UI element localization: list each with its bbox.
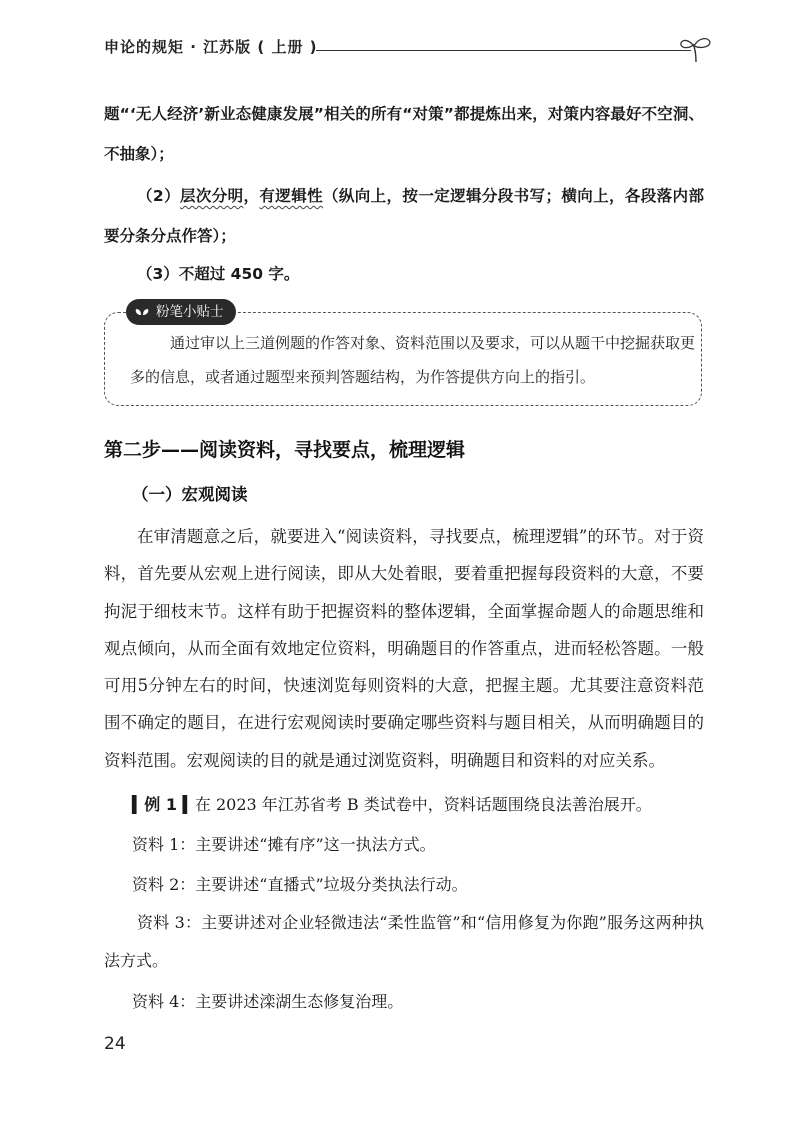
requirement-1-continued: 题“‘无人经济’新业态健康发展”相关的所有“对策”都提炼出来，对策内容最好不空洞、不抽象）； xyxy=(104,105,704,163)
material-item: 资料 2：主要讲述“直播式”垃圾分类执法行动。 xyxy=(132,875,468,894)
requirement-3: （3）不超过 450 字。 xyxy=(137,265,300,283)
running-header xyxy=(104,34,714,64)
example-intro-text: 在 2023 年江苏省考 B 类试卷中，资料话题围绕良法善治展开。 xyxy=(194,795,652,814)
req2-emphasis-2: 有逻辑性 xyxy=(259,187,323,205)
req2-prefix: （2） xyxy=(137,187,180,205)
book-title: 申论的规矩 · 江苏版 ( 上册 ) xyxy=(104,38,318,56)
req2-comma: ， xyxy=(243,187,260,205)
material-item: 资料 1：主要讲述“摊有序”这一执法方式。 xyxy=(132,835,436,854)
example-intro xyxy=(132,790,652,820)
requirement-2 xyxy=(104,176,704,256)
material-item: 资料 4：主要讲述滦湖生态修复治理。 xyxy=(132,992,404,1011)
leaf-icon xyxy=(134,306,150,318)
header-rule xyxy=(316,50,691,51)
tip-label-text: 粉笔小贴士 xyxy=(156,304,224,320)
req2-emphasis-1: 层次分明 xyxy=(179,187,244,205)
sprout-icon xyxy=(678,34,714,64)
tip-text: 通过审以上三道例题的作答对象、资料范围以及要求，可以从题干中挖掘获取更多的信息，或者通过题型来预判答题结构，为作答提供方向上的指引。 xyxy=(130,334,696,386)
section-heading: 第二步——阅读资料，寻找要点，梳理逻辑 xyxy=(104,439,466,461)
body-paragraph: 在审清题意之后，就要进入“阅读资料，寻找要点，梳理逻辑”的环节。对于资料，首先要从宏观上进行阅读，即从大处着眼，要着重把握每段资料的大意，不要拘泥于细枝末节。这样有助于把握资料的整体逻辑，全面掌握命题人的命题思维和观点倾向，从而全面有效地定位资料，明确题目的作答重点，进而轻松答题。一般可用5分钟左右的时间，快速浏览每则资料的大意，把握主题。尤其要注意资料范围不确定的题目，在进行宏观阅读时要确定哪些资料与题目相关，从而明确题目的资料范围。宏观阅读的目的就是通过浏览资料，明确题目和资料的对应关系。 xyxy=(104,527,704,770)
example-tag: ▍例 1 ▍ xyxy=(132,795,195,814)
material-item: 资料 3：主要讲述对企业轻微违法“柔性监管”和“信用修复为你跑”服务这两种执法方式。 xyxy=(104,913,704,970)
req2-rest: （纵向上，按一定逻辑分段书写；横向上，各段落内部要分条分点作答）； xyxy=(104,187,704,245)
subsection-heading: （一）宏观阅读 xyxy=(132,485,248,504)
page-number: 24 xyxy=(104,1034,126,1054)
tip-label xyxy=(126,299,236,325)
